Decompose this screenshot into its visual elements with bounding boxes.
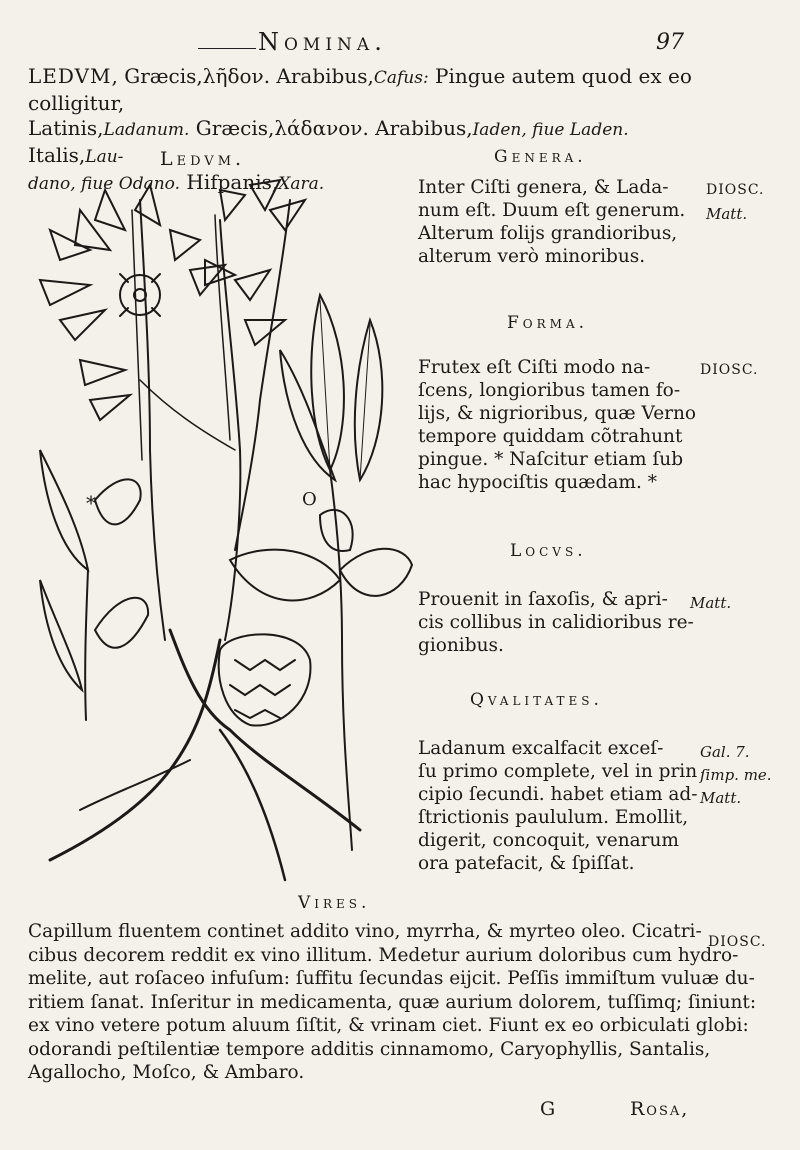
running-head [0,28,800,58]
heading-genera: Genera. [494,147,587,167]
genera-text [418,176,700,268]
arabic-name: Iaden, fiue Laden. [472,120,629,140]
margin-note: DIOSC. [706,182,765,198]
text-line: pingue. * Naſcitur etiam ſub [418,449,684,470]
text-line: cipio ſecundi. habet etiam ad- [418,784,698,805]
text-line: gionibus. [418,635,504,656]
text-line: Agallocho, Moſco, & Ambaro. [28,1062,305,1083]
heading-qualitates: Qvalitates. [470,690,603,710]
headword-ledum: LEDVM [28,64,112,88]
text-run: Hifpanis, [180,170,279,194]
text-line: Inter Ciſti genera, & Lada- [418,177,669,198]
text-line: ex vino vetere potum aluum ſiſtit, & vrinam ciet. Fiunt ex eo orbiculati globi: [28,1015,749,1036]
italian-name: Lau- [85,147,124,167]
italian-name: dano, fiue Odano. [28,174,181,194]
text-run: Pingue autem quod ex eo colligitur, [28,64,692,115]
text-line: Alterum folijs grandioribus, [418,223,678,244]
text-line: digerit, concoquit, venarum [418,830,679,851]
qualitates-text [418,737,700,875]
forma-text [418,356,700,494]
text-line: melite, aut roſaceo infuſum: ſuffitu ſecundas eijcit. Peſſis immiſtum vuluæ du- [28,968,755,989]
text-line: hac hypociſtis quædam. * [418,472,657,493]
margin-note: DIOSC. [708,934,767,950]
figure-mark-asterisk: * [86,491,96,515]
text-run: Latinis, [28,116,104,140]
locus-text [418,588,700,657]
text-line: ſtrictionis paululum. Emollit, [418,807,689,828]
text-run: Græcis, [189,116,275,140]
margin-note: Matt. [700,789,742,807]
greek-word: λάδανον [274,116,363,140]
text-line: alterum verò minoribus. [418,246,646,267]
heading-forma: Forma. [507,313,589,333]
text-line: cibus decorem reddit ex vino illitum. Medetur aurium doloribus cum hydro- [28,944,739,966]
figure-mark-circle: O [302,489,317,510]
figure-caption: Ledvm. [160,148,246,170]
text-run: , Græcis, [111,64,203,88]
text-line: tempore quiddam cõtrahunt [418,426,683,447]
spanish-name: Xara. [278,174,325,194]
running-head-title: Nomina. [258,28,387,56]
text-line: ſu primo complete, vel in prin [418,761,698,782]
text-line: odorandi peſtilentiæ tempore additis cinnamomo, Caryophyllis, Santalis, [28,1038,711,1060]
arabic-name: Cafus: [373,68,429,88]
text-run: Italis, [28,143,86,167]
ledum-woodcut-illustration [20,170,420,890]
text-line: Frutex eſt Ciſti modo na- [418,357,651,378]
text-line: Capillum fluentem continet addito vino, myrrha, & myrteo oleo. Cicatri- [28,921,702,942]
text-line: Ladanum excalfacit exceſ- [418,738,664,759]
heading-vires: Vires. [298,893,371,913]
latin-name: Ladanum. [103,120,190,140]
catchword: Rosa, [630,1098,690,1120]
margin-note: Gal. 7. [700,743,750,761]
greek-word: λῆδον [202,64,264,88]
text-run: . Arabibus, [362,116,473,140]
text-line: ſcens, longioribus tamen fo- [418,380,681,401]
text-line: lijs, & nigrioribus, quæ Verno [418,403,697,424]
text-line: ora patefacit, & ſpiſſat. [418,853,635,874]
text-line: num eſt. Duum eſt generum. [418,200,686,221]
margin-note: ſimp. me. [700,766,772,784]
text-line: cis collibus in calidioribus re- [418,612,694,633]
page-number: 97 [656,30,684,55]
text-line: ritiem ſanat. Inſeritur in medicamenta, quæ aurium dolorem, tuſſimq; ſiniunt: [28,991,757,1013]
running-head-rule [198,48,256,49]
margin-note: Matt. [706,205,748,223]
signature-mark: G [540,1098,558,1120]
margin-note: Matt. [690,594,732,612]
text-run: . Arabibus, [263,64,374,88]
heading-locus: Locvs. [510,541,587,561]
margin-note: DIOSC. [700,362,759,378]
text-line: Prouenit in ſaxoſis, & apri- [418,589,668,610]
